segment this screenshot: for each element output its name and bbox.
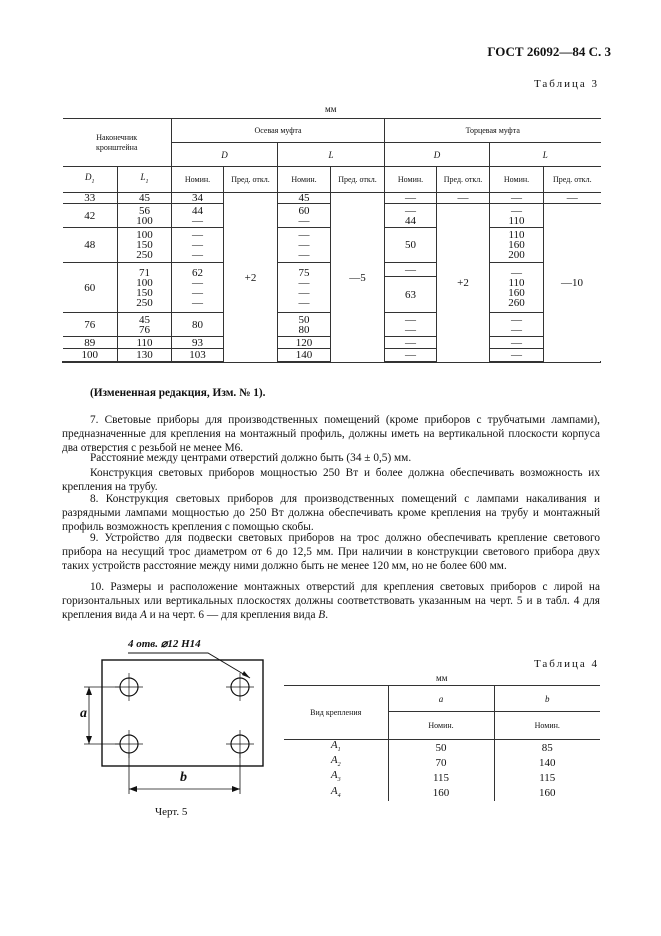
paragraph-8: 8. Конструкция световых приборов для производственных помещений с лампами накаливания и разрядными лампами мощностью до 250 Вт должна обеспечивать кроме крепления на трубу и монтажный профиль возможность крепления с помощью скобы. <box>62 493 600 533</box>
paragraph-10: 10. Размеры и расположение монтажных отверстий для крепления световых приборов с лирой на горизонтальных или вертикальных плоскостях должны соответствовать указанным на черт. 5 и в табл. 4 для крепления вида А и на черт. 6 — для крепления вида В. <box>62 581 600 621</box>
header-nom: Номин. <box>172 167 224 193</box>
header-dev: Пред. откл. <box>437 167 490 193</box>
cell: 160 <box>494 786 600 801</box>
cell: — — — <box>172 228 224 263</box>
table4 <box>284 685 600 801</box>
header-end-L: L <box>490 143 601 167</box>
header-nom-a: Номин. <box>388 712 494 740</box>
header-b: b <box>494 686 600 712</box>
cell: 120 <box>278 337 331 349</box>
cell: 50 80 <box>278 313 331 337</box>
cell: 44 — <box>172 204 224 228</box>
cell: 62 — — — <box>172 263 224 313</box>
cell: 160 <box>388 786 494 801</box>
cell: — — <box>385 313 437 337</box>
cell: 85 <box>494 740 600 756</box>
header-tip: Наконечник кронштейна <box>63 119 172 167</box>
type-cell: $A_1$ <box>330 739 341 754</box>
cell: 89 <box>63 337 118 349</box>
table4-unit: мм <box>436 673 448 683</box>
page-header: ГОСТ 26092—84 С. 3 <box>487 44 611 59</box>
cell: 70 <box>388 755 494 770</box>
cell: 45 <box>118 193 172 204</box>
dev-end-L: —10 <box>544 204 601 363</box>
cell: 80 <box>172 313 224 337</box>
holes <box>120 678 249 753</box>
cell: 93 <box>172 337 224 349</box>
cell: 76 <box>63 313 118 337</box>
cell: — <box>490 337 544 349</box>
cell: — <box>385 193 437 204</box>
cell: 34 <box>172 193 224 204</box>
cell: 110 <box>118 337 172 349</box>
paragraph-9: 9. Устройство для подвески световых приборов на трос должно обеспечивать крепление светового прибора на несущий трос диаметром от 6 до 12,5 мм. При наличии в конструкции светового прибора двух таких устройств расстояние между ними должно быть не менее 120 мм, но не более 600 мм. <box>62 532 600 572</box>
type-cell: $A_2$ <box>330 754 341 769</box>
cell: — <box>437 193 490 204</box>
type-cell: $A_4$ <box>330 784 341 799</box>
cell: — — <box>490 313 544 337</box>
cell: 50 <box>385 228 437 263</box>
table3-caption: Таблица 3 <box>533 78 599 90</box>
cell: — 110 160 260 <box>490 263 544 313</box>
cell: 140 <box>494 755 600 770</box>
table3 <box>62 118 601 363</box>
cell: — <box>385 349 437 362</box>
cell: 45 <box>278 193 331 204</box>
cell: 48 <box>63 228 118 263</box>
dim-a-label: a <box>80 706 87 721</box>
cell: — 110 <box>490 204 544 228</box>
table4-caption: Таблица 4 <box>533 658 599 670</box>
revision-note: (Измененная редакция, Изм. № 1). <box>90 387 266 399</box>
center-lines <box>115 673 254 758</box>
cell: 71 100 150 250 <box>118 263 172 313</box>
dev-end-D: +2 <box>437 204 490 363</box>
header-a: a <box>388 686 494 712</box>
cell: — <box>385 337 437 349</box>
plate-outline <box>102 660 263 766</box>
header-axial-L: L <box>278 143 385 167</box>
type-cell: $A_3$ <box>330 769 341 784</box>
leader-line <box>128 653 250 678</box>
cell: 42 <box>63 204 118 228</box>
header-dev: Пред. откл. <box>331 167 385 193</box>
paragraph-7: 7. Световые приборы для производственных помещений (кроме приборов с трубчатыми лампами), предназначенные для крепления на монтажный профиль, должны иметь на вертикальной плоскости корпуса два отверстия с резьбой не менее М6. <box>62 414 600 454</box>
header-dev: Пред. откл. <box>224 167 278 193</box>
cell: 50 <box>388 740 494 756</box>
dim-b-label: b <box>180 770 187 785</box>
header-L1: $L_1$ <box>118 167 172 193</box>
cell: 100 <box>63 349 118 362</box>
drawing-5 <box>70 636 280 801</box>
header-type: Вид крепления <box>284 686 388 740</box>
drawing-caption: Черт. 5 <box>155 806 188 818</box>
cell: 45 76 <box>118 313 172 337</box>
cell: 60 — <box>278 204 331 228</box>
paragraph-7-distance: Расстояние между центрами отверстий должно быть (34 ± 0,5) мм. <box>90 452 412 464</box>
header-nom-b: Номин. <box>494 712 600 740</box>
header-nom: Номин. <box>278 167 331 193</box>
cell: 115 <box>494 770 600 785</box>
header-dev: Пред. откл. <box>544 167 601 193</box>
cell: 110 160 200 <box>490 228 544 263</box>
cell: 140 <box>278 349 331 362</box>
header-axial-D: D <box>172 143 278 167</box>
cell: — <box>490 349 544 362</box>
cell: 75 — — — <box>278 263 331 313</box>
hole-label: 4 отв. ⌀12 H14 <box>128 638 201 650</box>
header-end: Торцевая муфта <box>385 119 601 143</box>
header-nom: Номин. <box>385 167 437 193</box>
cell: 33 <box>63 193 118 204</box>
header-axial: Осевая муфта <box>172 119 385 143</box>
cell: 115 <box>388 770 494 785</box>
header-end-D: D <box>385 143 490 167</box>
cell: 60 <box>63 263 118 313</box>
cell: — <box>544 193 601 204</box>
cell: — <box>385 263 437 277</box>
cell: 130 <box>118 349 172 362</box>
cell: 103 <box>172 349 224 362</box>
cell: — <box>490 193 544 204</box>
cell: 56 100 <box>118 204 172 228</box>
cell: — — — <box>278 228 331 263</box>
dev-axial-D: +2 <box>224 193 278 363</box>
table3-unit: мм <box>325 104 337 114</box>
cell: — 44 <box>385 204 437 228</box>
header-nom: Номин. <box>490 167 544 193</box>
header-D1: $D_1$ <box>63 167 118 193</box>
paragraph-7-power: Конструкция световых приборов мощностью 250 Вт и более должна обеспечивать возможность их крепления на трубу. <box>62 467 600 493</box>
dev-axial-L: —5 <box>331 193 385 363</box>
cell: 100 150 250 <box>118 228 172 263</box>
cell: 63 <box>385 277 437 313</box>
